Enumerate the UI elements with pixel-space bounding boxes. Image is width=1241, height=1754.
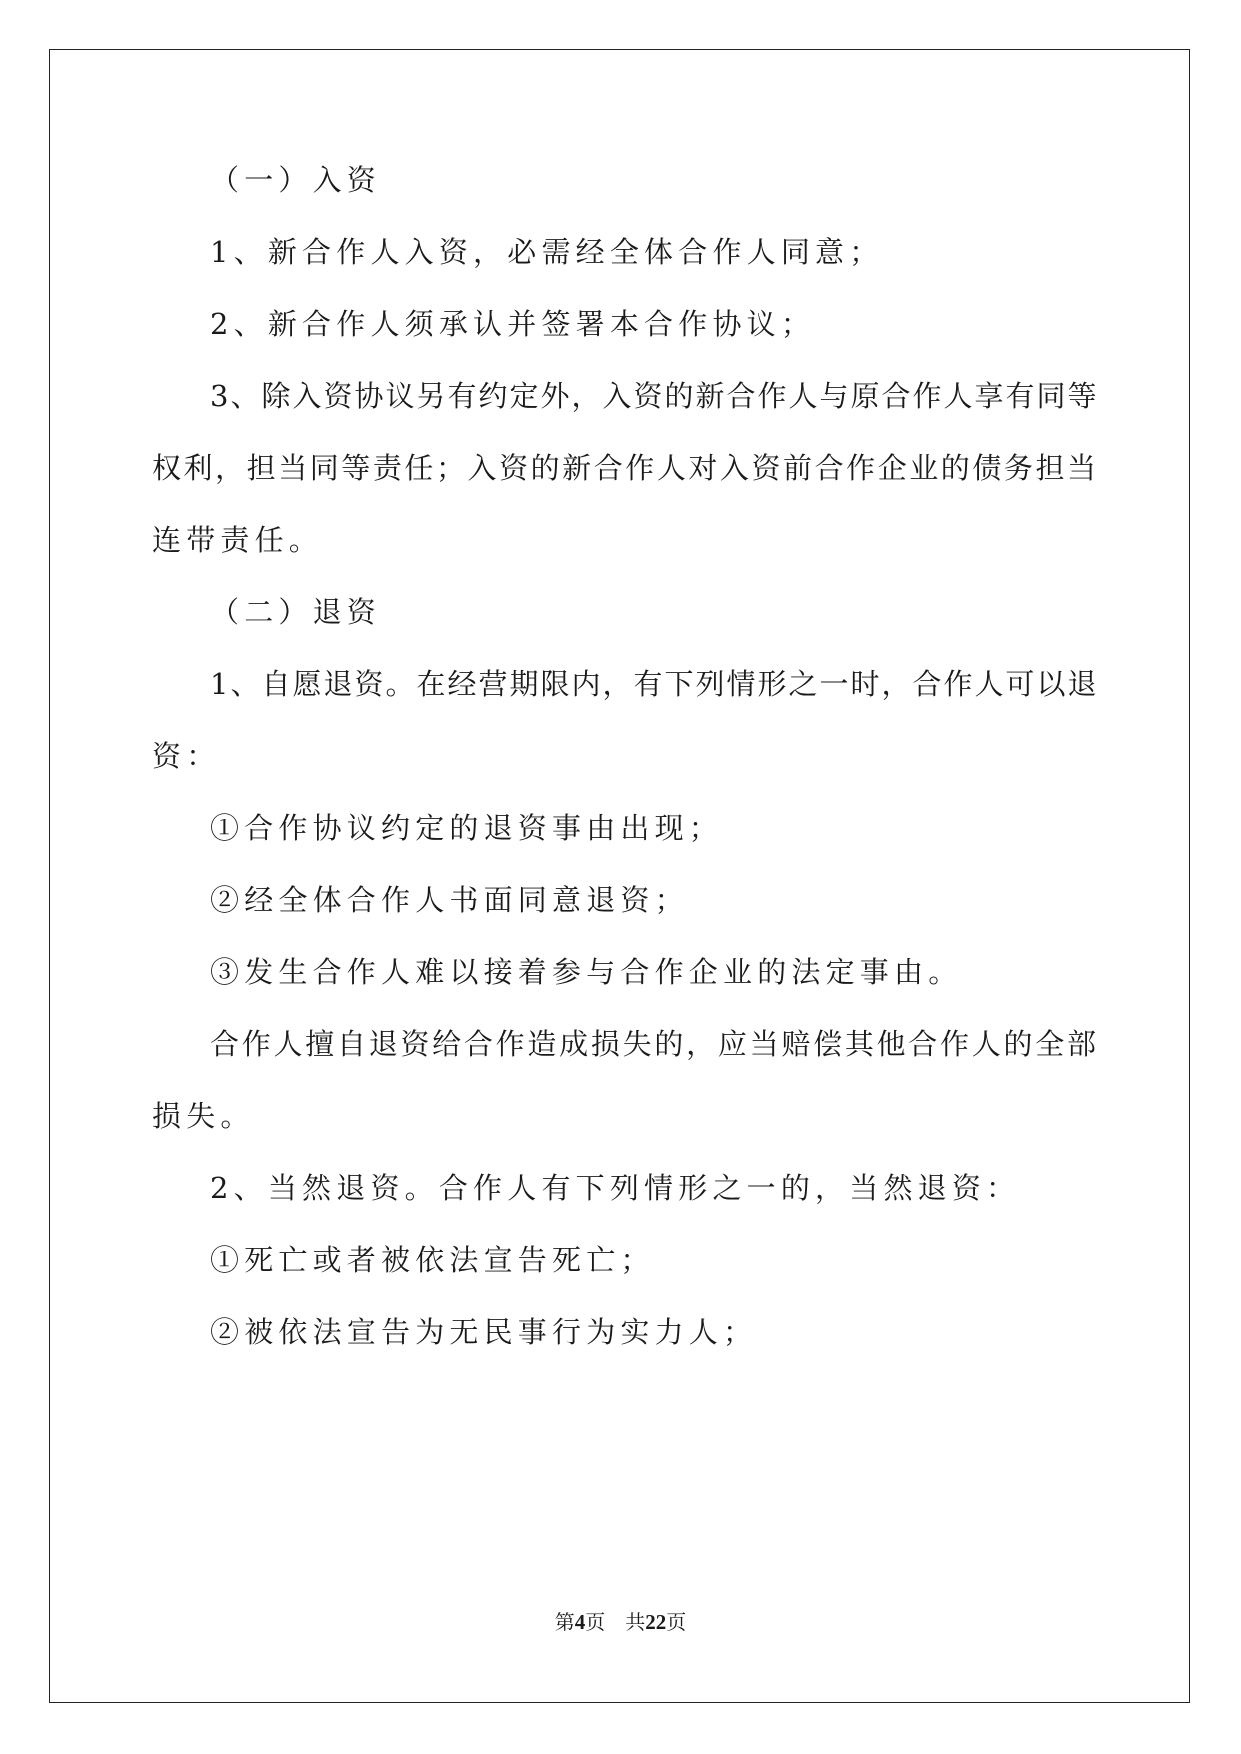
list-item: ①合作协议约定的退资事由出现； [210,811,724,845]
paragraph-line: 损失。 [152,1099,255,1133]
paragraph-line: 1、新合作人入资，必需经全体合作人同意； [210,235,884,269]
page-border [49,49,1190,1703]
paragraph-line: 1、自愿退资。在经营期限内，有下列情形之一时，合作人可以退 [210,667,1099,701]
footer-page-suffix: 页 [585,1610,606,1634]
paragraph-line: 2、新合作人须承认并签署本合作协议； [210,307,816,341]
list-item: ③发生合作人难以接着参与合作企业的法定事由。 [210,955,963,989]
footer-total-suffix: 页 [666,1610,687,1634]
section-heading-investment: （一）入资 [210,163,382,197]
list-item: ②被依法宣告为无民事行为实力人； [210,1315,758,1349]
page-footer [0,1608,1241,1636]
paragraph-line: 2、当然退资。合作人有下列情形之一的，当然退资： [210,1171,1021,1205]
page-number: 4 [574,1610,586,1634]
list-item: ②经全体合作人书面同意退资； [210,883,689,917]
paragraph-line: 合作人擅自退资给合作造成损失的，应当赔偿其他合作人的全部 [210,1027,1099,1061]
section-heading-withdrawal: （二）退资 [210,595,382,629]
total-pages: 22 [645,1610,667,1634]
footer-prefix: 第 [554,1610,575,1634]
list-item: ①死亡或者被依法宣告死亡； [210,1243,655,1277]
paragraph-line: 3、除入资协议另有约定外，入资的新合作人与原合作人享有同等 [210,379,1099,413]
paragraph-line: 连带责任。 [152,523,324,557]
paragraph-line: 权利，担当同等责任；入资的新合作人对入资前合作企业的债务担当 [152,451,1099,485]
paragraph-line: 资： [152,739,221,773]
footer-total-prefix: 共 [625,1610,646,1634]
